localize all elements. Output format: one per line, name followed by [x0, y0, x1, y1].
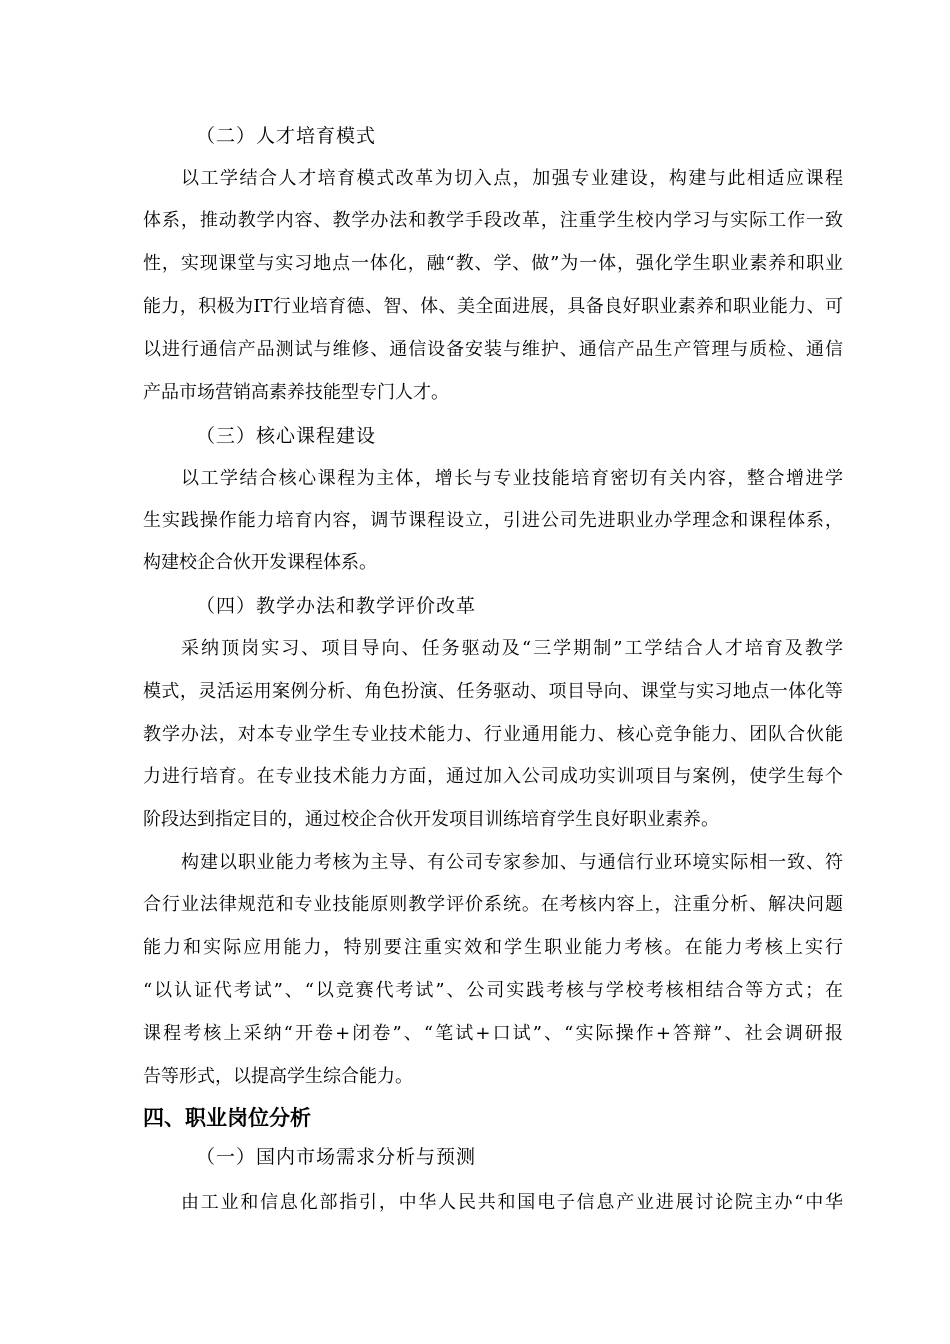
- paragraph-line: 合行业法律规范和专业技能原则教学评价系统。在考核内容上，注重分析、解决问题: [143, 894, 843, 915]
- paragraph-line: 构建校企合伙开发课程体系。: [143, 552, 377, 573]
- paragraph-line: 产品市场营销高素养技能型专门人才。: [143, 382, 449, 403]
- paragraph-line: 教学办法，对本专业学生专业技术能力、行业通用能力、核心竞争能力、团队合伙能: [143, 724, 843, 745]
- paragraph-line: 性，实现课堂与实习地点一体化，融“教、学、做”为一体，强化学生职业素养和职业: [143, 253, 843, 274]
- section-heading-teaching-reform: （四）教学办法和教学评价改革: [196, 595, 477, 617]
- paragraph-line: 课程考核上采纳“开卷+闭卷”、“笔试+口试”、“实际操作+答辩”、社会调研报: [143, 1023, 843, 1044]
- paragraph-line: 生实践操作能力培育内容，调节课程设立，引进公司先进职业办学理念和课程体系，: [143, 510, 843, 531]
- paragraph-line: 力进行培育。在专业技术能力方面，通过加入公司成功实训项目与案例，使学生每个: [143, 766, 843, 787]
- paragraph-line: “以认证代考试”、“以竞赛代考试”、公司实践考核与学校考核相结合等方式；在: [143, 980, 843, 1001]
- section-heading-core-courses: （三）核心课程建设: [196, 425, 377, 447]
- paragraph-line: 告等形式，以提高学生综合能力。: [143, 1066, 413, 1087]
- paragraph-line: 以工学结合核心课程为主体，增长与专业技能培育密切有关内容，整合增进学: [181, 468, 843, 489]
- paragraph-line: 以进行通信产品测试与维修、通信设备安装与维护、通信产品生产管理与质检、通信: [143, 339, 843, 360]
- paragraph-line: 采纳顶岗实习、项目导向、任务驱动及“三学期制”工学结合人才培育及教学: [181, 638, 843, 659]
- paragraph-line: 体系，推动教学内容、教学办法和教学手段改革，注重学生校内学习与实际工作一致: [143, 210, 843, 231]
- section-heading-market-demand: （一）国内市场需求分析与预测: [196, 1146, 477, 1168]
- paragraph-line: 由工业和信息化部指引，中华人民共和国电子信息产业进展讨论院主办“中华: [181, 1192, 843, 1213]
- paragraph-line: 以工学结合人才培育模式改革为切入点，加强专业建设，构建与此相适应课程: [181, 168, 843, 189]
- chapter-heading-job-analysis: 四、职业岗位分析: [143, 1106, 311, 1130]
- paragraph-line: 阶段达到指定目的，通过校企合伙开发项目训练培育学生良好职业素养。: [143, 809, 719, 830]
- paragraph-line: 模式，灵活运用案例分析、角色扮演、任务驱动、项目导向、课堂与实习地点一体化等: [143, 681, 843, 702]
- paragraph-line: 构建以职业能力考核为主导、有公司专家参加、与通信行业环境实际相一致、符: [181, 852, 843, 873]
- paragraph-line: 能力，积极为IT行业培育德、智、体、美全面进展，具备良好职业素养和职业能力、可: [143, 296, 843, 317]
- section-heading-talent-model: （二）人才培育模式: [196, 125, 377, 147]
- paragraph-line: 能力和实际应用能力，特别要注重实效和学生职业能力考核。在能力考核上实行: [143, 937, 843, 958]
